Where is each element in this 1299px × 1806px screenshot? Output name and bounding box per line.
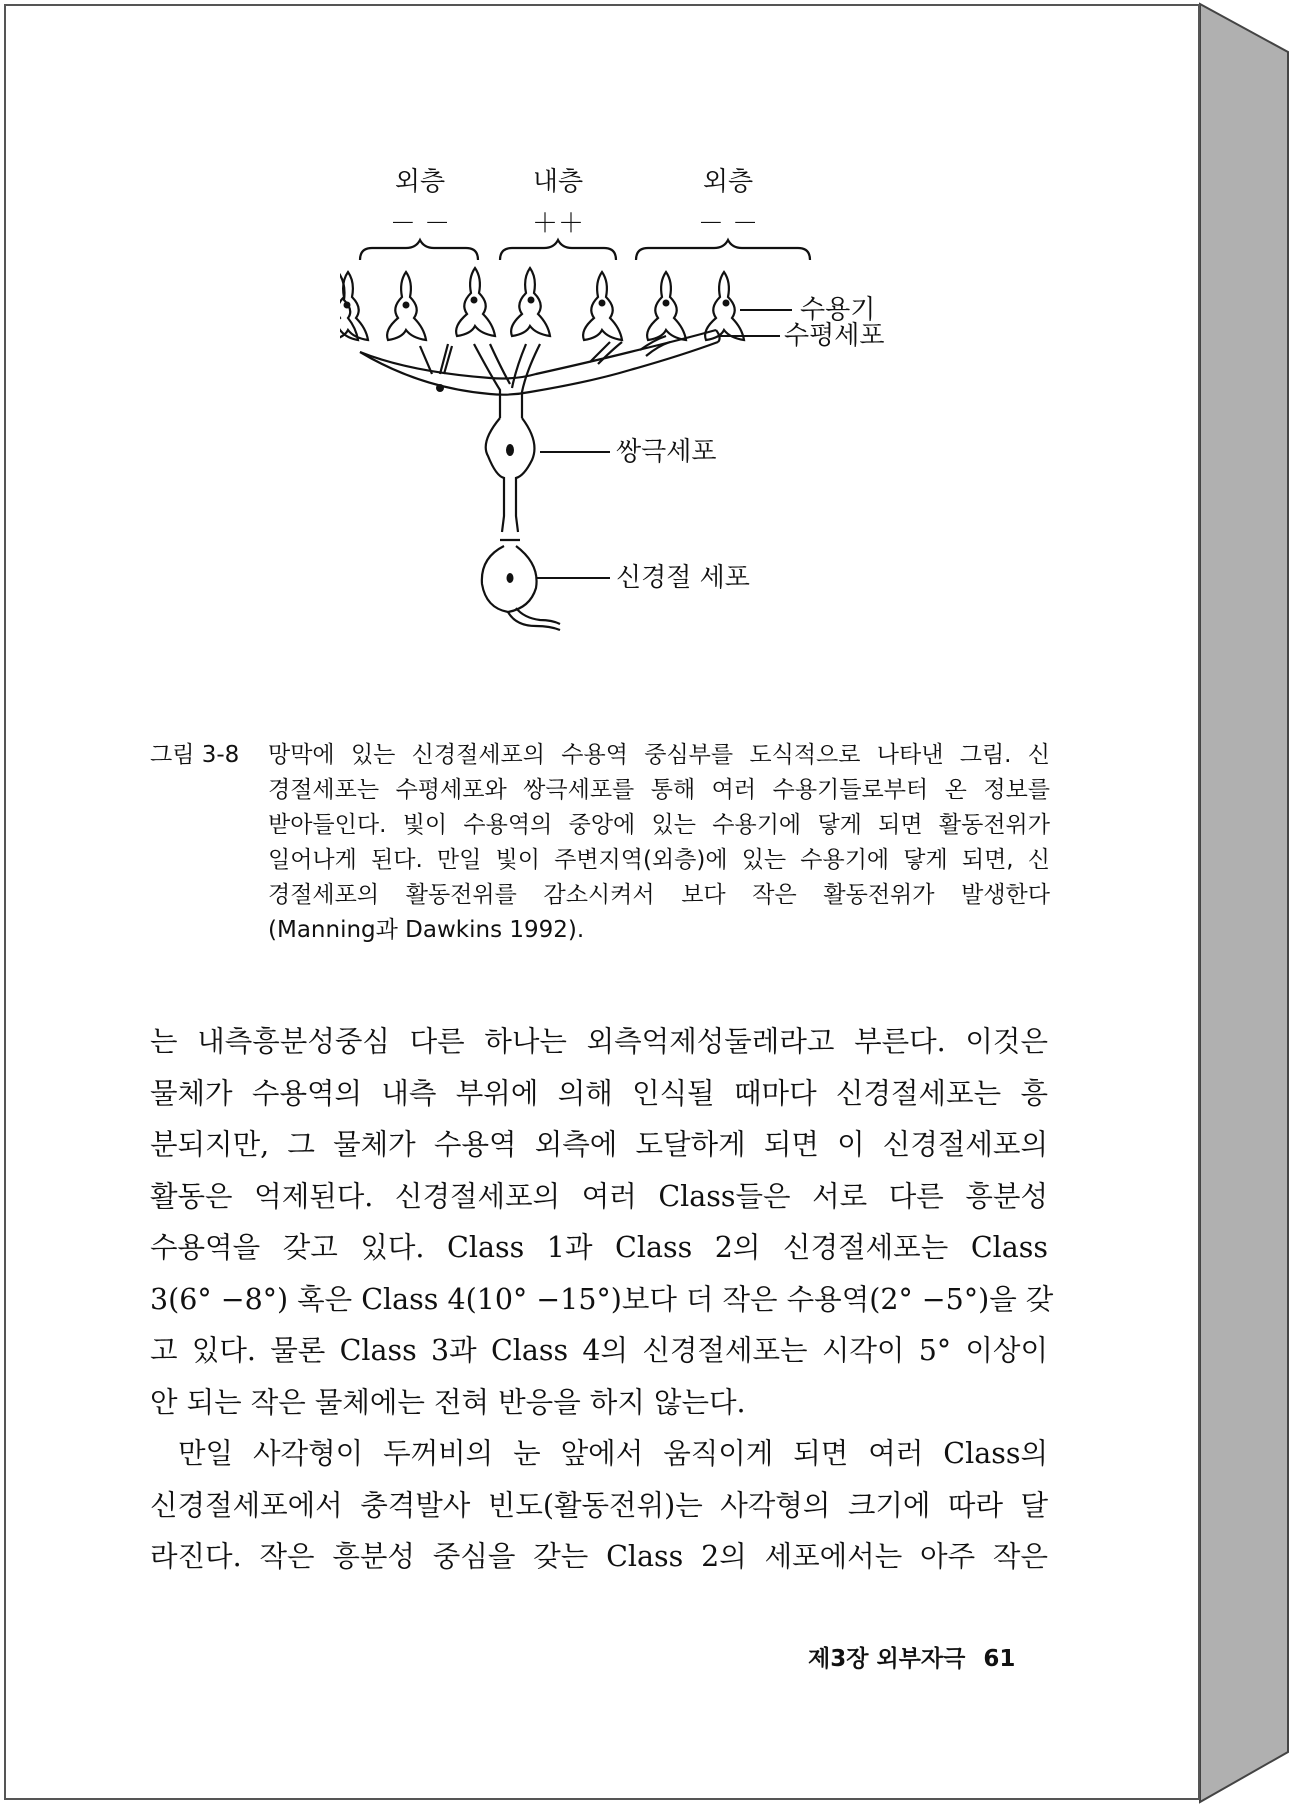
label-bipolar-cell: 쌍극세포 xyxy=(616,437,717,467)
label-horizontal-cell: 수평세포 xyxy=(784,321,885,351)
body-line: 물체가 수용역의 내측 부위에 의해 인식될 때마다 신경절세포는 흥 xyxy=(150,1076,1048,1110)
brace-outer-left xyxy=(360,240,478,260)
body-line: 안 되는 작은 물체에는 전혀 반응을 하지 않는다. xyxy=(150,1385,746,1419)
horizontal-cell-nucleus xyxy=(436,384,444,392)
page-number: 61 xyxy=(983,1646,1016,1672)
page-footer xyxy=(808,1640,1025,1673)
body-line: 분되지만, 그 물체가 수용역 외측에 도달하게 되면 이 신경절세포의 xyxy=(150,1128,1048,1161)
bipolar-nucleus xyxy=(506,444,514,456)
label-ganglion-cell: 신경절 세포 xyxy=(616,563,750,593)
caption-line: 망막에 있는 신경절세포의 수용역 중심부를 도식적으로 나타낸 그림. 신 xyxy=(268,742,1050,768)
body-line: 신경절세포에서 충격발사 빈도(활동전위)는 사각형의 크기에 따라 달 xyxy=(150,1488,1048,1522)
body-line: 고 있다. 물론 Class 3과 Class 4의 신경절세포는 시각이 5° 이상이 xyxy=(150,1334,1048,1367)
caption-line: 받아들인다. 빛이 수용역의 중앙에 있는 수용기에 닿게 되면 활동전위가 xyxy=(268,812,1050,838)
horizontal-cell xyxy=(360,330,720,395)
retina-diagram-figure xyxy=(340,160,1020,680)
brace-inner xyxy=(500,240,616,260)
brace-group xyxy=(360,240,810,260)
body-line: 는 내측흥분성중심 다른 하나는 외측억제성둘레라고 부른다. 이것은 xyxy=(150,1025,1048,1058)
caption-line: 일어나게 된다. 만일 빛이 주변지역(외층)에 있는 수용기에 닿게 되면, 신 xyxy=(268,847,1050,873)
label-receptor: 수용기 xyxy=(800,295,876,325)
sign-inner: ＋＋ xyxy=(531,209,585,239)
label-inner: 내층 xyxy=(532,167,584,197)
bipolar-cell xyxy=(474,344,540,532)
caption-line: 경절세포의 활동전위를 감소시켜서 보다 작은 활동전위가 발생한다 xyxy=(268,882,1050,908)
caption-text xyxy=(268,738,1050,948)
sign-outer-right: － － xyxy=(697,209,759,239)
label-outer-right: 외층 xyxy=(702,167,754,197)
body-line: 만일 사각형이 두꺼비의 눈 앞에서 움직이게 되면 여러 Class의 xyxy=(178,1437,1048,1470)
sign-outer-left: － － xyxy=(389,209,451,239)
body-line: 활동은 억제된다. 신경절세포의 여러 Class들은 서로 다른 흥분성 xyxy=(150,1179,1048,1213)
body-line: 3(6° −8°) 혹은 Class 4(10° −15°)보다 더 작은 수용역(2° −5°)을 갖 xyxy=(150,1282,1054,1316)
body-text xyxy=(150,1016,1054,1583)
chapter-title: 제3장 외부자극 xyxy=(808,1646,966,1672)
caption-line: 경절세포는 수평세포와 쌍극세포를 통해 여러 수용기들로부터 온 정보를 xyxy=(268,777,1050,803)
brace-outer-right xyxy=(636,240,810,260)
caption-line: (Manning과 Dawkins 1992). xyxy=(268,917,585,943)
retina-diagram xyxy=(340,160,1020,680)
body-line: 수용역을 갖고 있다. Class 1과 Class 2의 신경절세포는 Class xyxy=(150,1231,1048,1264)
figure-caption xyxy=(150,738,1050,948)
ganglion-nucleus xyxy=(507,573,514,583)
ganglion-cell xyxy=(482,540,560,630)
body-line: 라진다. 작은 흥분성 중심을 갖는 Class 2의 세포에서는 아주 작은 xyxy=(150,1540,1048,1573)
label-outer-left: 외층 xyxy=(394,167,446,197)
caption-label: 그림 3-8 xyxy=(150,742,240,768)
